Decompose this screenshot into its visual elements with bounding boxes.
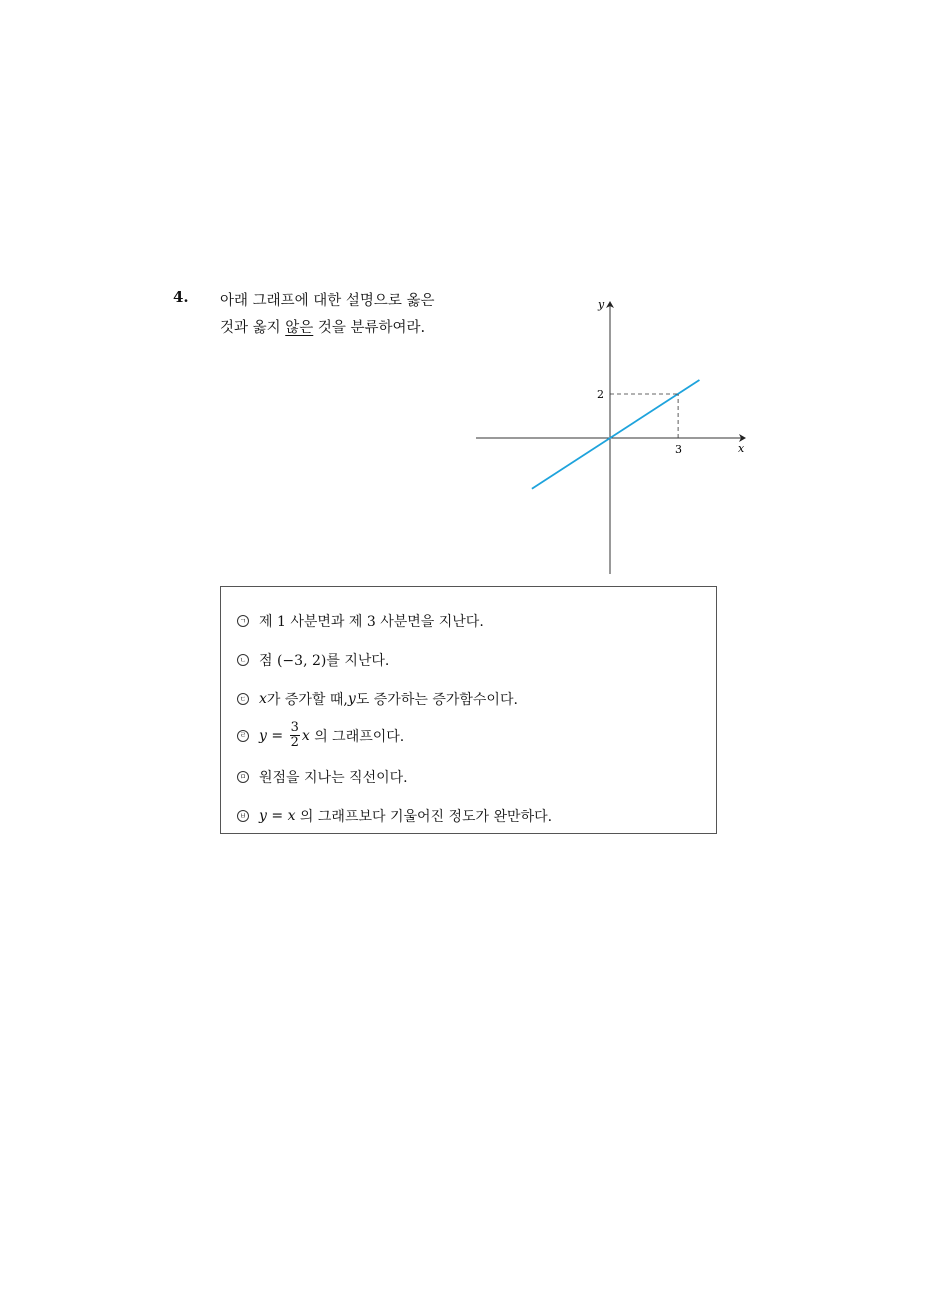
choice-mark: ㄹ	[237, 730, 249, 742]
var-y: y	[259, 808, 267, 824]
var-x: x	[301, 727, 310, 744]
equals-sign: =	[266, 808, 288, 824]
underlined-word: 않은	[285, 320, 314, 336]
choice-mark: ㄴ	[237, 654, 249, 666]
function-graph	[470, 290, 760, 580]
question-line-2-start: 것과 옳지	[220, 320, 286, 336]
y-tick-label: 2	[597, 388, 604, 401]
choice-mark: ㄱ	[237, 615, 249, 627]
question-number: 4.	[173, 288, 189, 306]
choice-text: 점 (−3, 2)를 지난다.	[259, 653, 390, 669]
question-line-2	[220, 315, 480, 342]
choice-text: 의 그래프보다 기울어진 정도가 완만하다.	[295, 809, 553, 825]
choice-a	[237, 611, 484, 631]
equals-sign: =	[266, 727, 288, 744]
fraction	[290, 721, 300, 750]
choice-mark: ㄷ	[237, 693, 249, 705]
function-line	[532, 380, 700, 489]
denominator: 2	[290, 735, 299, 750]
var-y: y	[259, 727, 267, 744]
y-axis-label: y	[598, 298, 605, 311]
choice-mark: ㅁ	[237, 771, 249, 783]
choice-b	[237, 650, 389, 670]
choice-mark: ㅂ	[237, 810, 249, 822]
choice-text: 원점을 지나는 직선이다.	[259, 770, 408, 786]
choice-c	[237, 689, 518, 709]
choice-d	[237, 721, 404, 750]
var-x: x	[259, 691, 267, 707]
choice-text: 가 증가할 때,	[266, 692, 348, 708]
choice-e	[237, 767, 408, 787]
var-x: x	[287, 808, 296, 824]
question-line-2-end: 것을 분류하여라.	[313, 320, 426, 336]
choice-text-2: 도 증가하는 증가함수이다.	[355, 692, 518, 708]
question-text	[220, 288, 480, 342]
numerator: 3	[290, 720, 299, 735]
var-y: y	[347, 691, 356, 707]
choice-f	[237, 806, 552, 826]
x-tick-label: 3	[675, 443, 682, 456]
question-line-1: 아래 그래프에 대한 설명으로 옳은	[220, 293, 435, 309]
choice-text: 제 1 사분면과 제 3 사분면을 지난다.	[259, 614, 484, 630]
x-axis-label: x	[738, 442, 745, 455]
choice-text: 의 그래프이다.	[309, 728, 405, 745]
choices-box	[220, 586, 717, 834]
